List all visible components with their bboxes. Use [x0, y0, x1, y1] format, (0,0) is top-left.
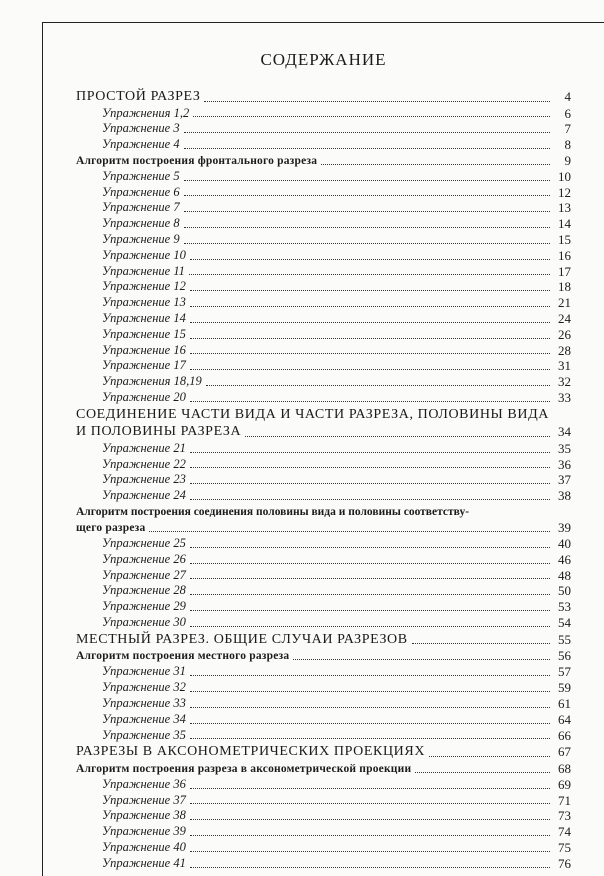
toc-exercise[interactable]	[76, 200, 571, 216]
toc-page-number: 57	[558, 664, 571, 680]
dot-leader	[190, 259, 550, 260]
dot-leader	[184, 132, 550, 133]
toc-exercise[interactable]	[76, 169, 571, 185]
toc-page-number: 14	[558, 216, 571, 232]
toc-algorithm[interactable]	[76, 520, 571, 536]
toc-page-number: 32	[558, 374, 571, 390]
toc-entry-label: Упражнение 31	[102, 664, 186, 679]
toc-entry-label: Алгоритм построения фронтального разреза	[76, 154, 318, 167]
toc-page-number: 33	[558, 390, 571, 406]
toc-entry-label: Упражнение 12	[102, 279, 186, 294]
toc-entry-label: Упражнение 14	[102, 311, 186, 326]
toc-page-number: 68	[558, 760, 571, 776]
dot-leader	[190, 322, 550, 323]
toc-entry-label: ПРОСТОЙ РАЗРЕЗ	[76, 89, 201, 104]
toc-entry-label: Упражнение 10	[102, 247, 186, 262]
toc-section[interactable]	[76, 743, 571, 761]
toc-exercise[interactable]	[76, 856, 571, 872]
toc-entry-label: Упражнение 37	[102, 792, 186, 807]
toc-page-number: 39	[558, 520, 571, 536]
toc-entry-label: Упражнение 22	[102, 456, 186, 471]
toc-page-number: 71	[558, 792, 571, 808]
toc-page-number: 7	[564, 121, 571, 137]
toc-entry-label: Упражнение 29	[102, 599, 186, 614]
toc-exercise[interactable]	[76, 488, 571, 504]
toc-entry-label: Упражнение 7	[102, 200, 180, 215]
dot-leader	[412, 643, 550, 644]
toc-exercise[interactable]	[76, 808, 571, 824]
toc-exercise[interactable]	[76, 568, 571, 584]
toc-page-number: 28	[558, 342, 571, 358]
dot-leader	[204, 101, 550, 102]
dot-leader	[415, 772, 550, 773]
toc-page-number: 46	[558, 551, 571, 567]
toc-page-number: 8	[564, 137, 571, 153]
toc-page-number: 66	[558, 727, 571, 743]
toc-entry-label: И ПОЛОВИНЫ РАЗРЕЗА	[76, 424, 242, 440]
toc-exercise[interactable]	[76, 712, 571, 728]
dot-leader	[190, 563, 550, 564]
dot-leader	[190, 803, 550, 804]
toc-exercise[interactable]	[76, 327, 571, 343]
dot-leader	[190, 594, 550, 595]
toc-page-number: 15	[558, 232, 571, 248]
toc-exercise[interactable]	[76, 390, 571, 406]
toc-page-number: 18	[558, 279, 571, 295]
toc-page-number: 75	[558, 839, 571, 855]
toc-page-number: 36	[558, 456, 571, 472]
toc-exercise[interactable]	[76, 615, 571, 631]
toc-page-number: 56	[558, 648, 571, 664]
toc-entry-label: Упражнение 28	[102, 583, 186, 598]
toc-page-number: 26	[558, 326, 571, 342]
toc-exercise[interactable]	[76, 777, 571, 793]
toc-entry-label: Упражнение 4	[102, 137, 180, 152]
toc-algorithm[interactable]	[76, 761, 571, 777]
dot-leader	[190, 499, 550, 500]
toc-entry-label: Упражнение 34	[102, 711, 186, 726]
toc-exercise[interactable]	[76, 374, 571, 390]
toc-page-number: 12	[558, 184, 571, 200]
toc-entry-label: Упражнение 6	[102, 184, 180, 199]
toc-page-number: 53	[558, 599, 571, 615]
toc-entry-label: Упражнение 21	[102, 440, 186, 455]
toc-page-number: 10	[558, 168, 571, 184]
toc-page-number: 74	[558, 824, 571, 840]
dot-leader	[206, 385, 550, 386]
dot-leader	[190, 835, 550, 836]
toc-page-number: 6	[564, 105, 571, 121]
toc-page-number: 73	[558, 808, 571, 824]
toc-entry-label: Упражнение 3	[102, 121, 180, 136]
toc-entry-label: Упражнение 41	[102, 855, 186, 870]
toc-entry-label: Упражнение 8	[102, 216, 180, 231]
dot-leader	[149, 531, 550, 532]
toc-exercise[interactable]	[76, 295, 571, 311]
toc-entry-label: Упражнение 26	[102, 551, 186, 566]
toc-entry-label: щего разреза	[76, 522, 146, 535]
dot-leader	[190, 578, 550, 579]
dot-leader	[190, 723, 550, 724]
toc-entry-label: Упражнение 36	[102, 776, 186, 791]
dot-leader	[190, 483, 550, 484]
toc-exercise[interactable]	[76, 232, 571, 248]
toc-exercise[interactable]	[76, 472, 571, 488]
dot-leader	[190, 738, 550, 739]
toc-page-number: 35	[558, 440, 571, 456]
dot-leader	[190, 369, 550, 370]
toc-entry-label: Упражнение 11	[102, 263, 185, 278]
dot-leader	[429, 756, 550, 757]
toc-entry-label: Упражнение 30	[102, 615, 186, 630]
toc-entry-label: Упражнения 18,19	[102, 374, 202, 389]
toc-exercise[interactable]	[76, 536, 571, 552]
dot-leader	[190, 353, 550, 354]
dot-leader	[190, 452, 550, 453]
dot-leader	[190, 610, 550, 611]
toc-entry-label: Упражнение 40	[102, 839, 186, 854]
dot-leader	[190, 819, 550, 820]
dot-leader	[189, 274, 550, 275]
toc-entry-label: Упражнение 5	[102, 168, 180, 183]
toc-entry-label: Упражнение 33	[102, 695, 186, 710]
toc-page-number: 17	[558, 263, 571, 279]
toc-entry-label: Упражнение 9	[102, 232, 180, 247]
toc-list	[76, 88, 571, 872]
dot-leader	[190, 626, 550, 627]
toc-exercise[interactable]	[76, 599, 571, 615]
toc-page-number: 50	[558, 583, 571, 599]
toc-entry-label: Упражнение 23	[102, 472, 186, 487]
toc-entry-label: Упражнение 15	[102, 326, 186, 341]
toc-section[interactable]	[76, 88, 571, 106]
toc-exercise[interactable]	[76, 106, 571, 122]
toc-entry-label: Упражнение 16	[102, 342, 186, 357]
toc-page-number: 31	[558, 358, 571, 374]
toc-page-number: 54	[558, 615, 571, 631]
toc-page-number: 38	[558, 488, 571, 504]
toc-page-number: 59	[558, 680, 571, 696]
dot-leader	[190, 401, 550, 402]
dot-leader	[190, 691, 550, 692]
toc-algorithm[interactable]	[76, 648, 571, 664]
dot-leader	[190, 851, 550, 852]
toc-exercise[interactable]	[76, 664, 571, 680]
toc-section[interactable]	[76, 631, 571, 649]
toc-exercise[interactable]	[76, 137, 571, 153]
toc-entry-label: Упражнения 1,2	[102, 105, 190, 120]
toc-exercise[interactable]	[76, 311, 571, 327]
toc-exercise[interactable]	[76, 216, 571, 232]
toc-algorithm-line: Алгоритм построения соединения половины вида и половины соответству-	[76, 506, 470, 519]
dot-leader	[193, 116, 550, 117]
toc-page-number: 40	[558, 536, 571, 552]
dot-leader	[184, 180, 550, 181]
toc-exercise[interactable]	[76, 728, 571, 744]
toc-page-number: 69	[558, 776, 571, 792]
toc-entry-label: Упражнение 35	[102, 727, 186, 742]
toc-exercise[interactable]	[76, 680, 571, 696]
toc-page-number: 61	[558, 695, 571, 711]
toc-page-number: 34	[558, 424, 571, 440]
toc-entry-label: Упражнение 32	[102, 680, 186, 695]
toc-entry-label: Упражнение 25	[102, 536, 186, 551]
dot-leader	[190, 867, 550, 868]
toc-exercise[interactable]	[76, 264, 571, 280]
dot-leader	[184, 243, 550, 244]
toc-entry-label: Упражнение 38	[102, 808, 186, 823]
dot-leader	[184, 227, 550, 228]
toc-page-number: 24	[558, 311, 571, 327]
toc-entry-label: Упражнение 39	[102, 824, 186, 839]
toc-exercise[interactable]	[76, 824, 571, 840]
toc-entry-label: Упражнение 20	[102, 390, 186, 405]
toc-exercise[interactable]	[76, 358, 571, 374]
toc-page-number: 48	[558, 567, 571, 583]
toc-exercise[interactable]	[76, 457, 571, 473]
toc-entry-label: МЕСТНЫЙ РАЗРЕЗ. ОБЩИЕ СЛУЧАИ РАЗРЕЗОВ	[76, 631, 408, 647]
toc-exercise[interactable]	[76, 121, 571, 137]
toc-exercise[interactable]	[76, 185, 571, 201]
toc-page-number: 13	[558, 200, 571, 216]
toc-exercise[interactable]	[76, 583, 571, 599]
dot-leader	[190, 547, 550, 548]
toc-page-number: 4	[564, 89, 571, 104]
toc-section-line: СОЕДИНЕНИЕ ЧАСТИ ВИДА И ЧАСТИ РАЗРЕЗА, ПОЛОВИНЫ ВИДА	[76, 406, 549, 422]
toc-page-number: 37	[558, 472, 571, 488]
dot-leader	[190, 338, 550, 339]
toc-exercise[interactable]	[76, 279, 571, 295]
table-of-contents	[76, 50, 571, 872]
toc-entry-label: Алгоритм построения разреза в аксонометрической проекции	[76, 762, 412, 775]
toc-entry-label: РАЗРЕЗЫ В АКСОНОМЕТРИЧЕСКИХ ПРОЕКЦИЯХ	[76, 744, 426, 760]
dot-leader	[190, 467, 550, 468]
toc-exercise[interactable]	[76, 248, 571, 264]
dot-leader	[190, 675, 550, 676]
toc-exercise[interactable]	[76, 441, 571, 457]
toc-page-number: 21	[558, 295, 571, 311]
dot-leader	[190, 707, 550, 708]
page-title: СОДЕРЖАНИЕ	[260, 50, 387, 69]
toc-entry-label: Упражнение 17	[102, 358, 186, 373]
toc-exercise[interactable]	[76, 793, 571, 809]
dot-leader	[321, 164, 550, 165]
toc-page-number: 55	[558, 631, 571, 647]
toc-entry-label: Упражнение 13	[102, 295, 186, 310]
toc-page-number: 67	[558, 744, 571, 760]
toc-exercise[interactable]	[76, 343, 571, 359]
toc-page-number: 76	[558, 855, 571, 871]
toc-entry-label: Упражнение 24	[102, 488, 186, 503]
dot-leader	[190, 306, 550, 307]
toc-exercise[interactable]	[76, 840, 571, 856]
toc-entry-label: Упражнение 27	[102, 567, 186, 582]
dot-leader	[245, 436, 550, 437]
toc-exercise[interactable]	[76, 696, 571, 712]
toc-page-number: 64	[558, 711, 571, 727]
dot-leader	[190, 788, 550, 789]
dot-leader	[190, 290, 550, 291]
toc-entry-label: Алгоритм построения местного разреза	[76, 650, 290, 663]
dot-leader	[184, 148, 550, 149]
toc-section[interactable]	[76, 423, 571, 441]
toc-page-number: 9	[564, 152, 571, 168]
dot-leader	[293, 659, 550, 660]
toc-exercise[interactable]	[76, 552, 571, 568]
toc-algorithm[interactable]	[76, 153, 571, 169]
toc-page-number: 16	[558, 247, 571, 263]
dot-leader	[184, 211, 550, 212]
dot-leader	[184, 195, 550, 196]
